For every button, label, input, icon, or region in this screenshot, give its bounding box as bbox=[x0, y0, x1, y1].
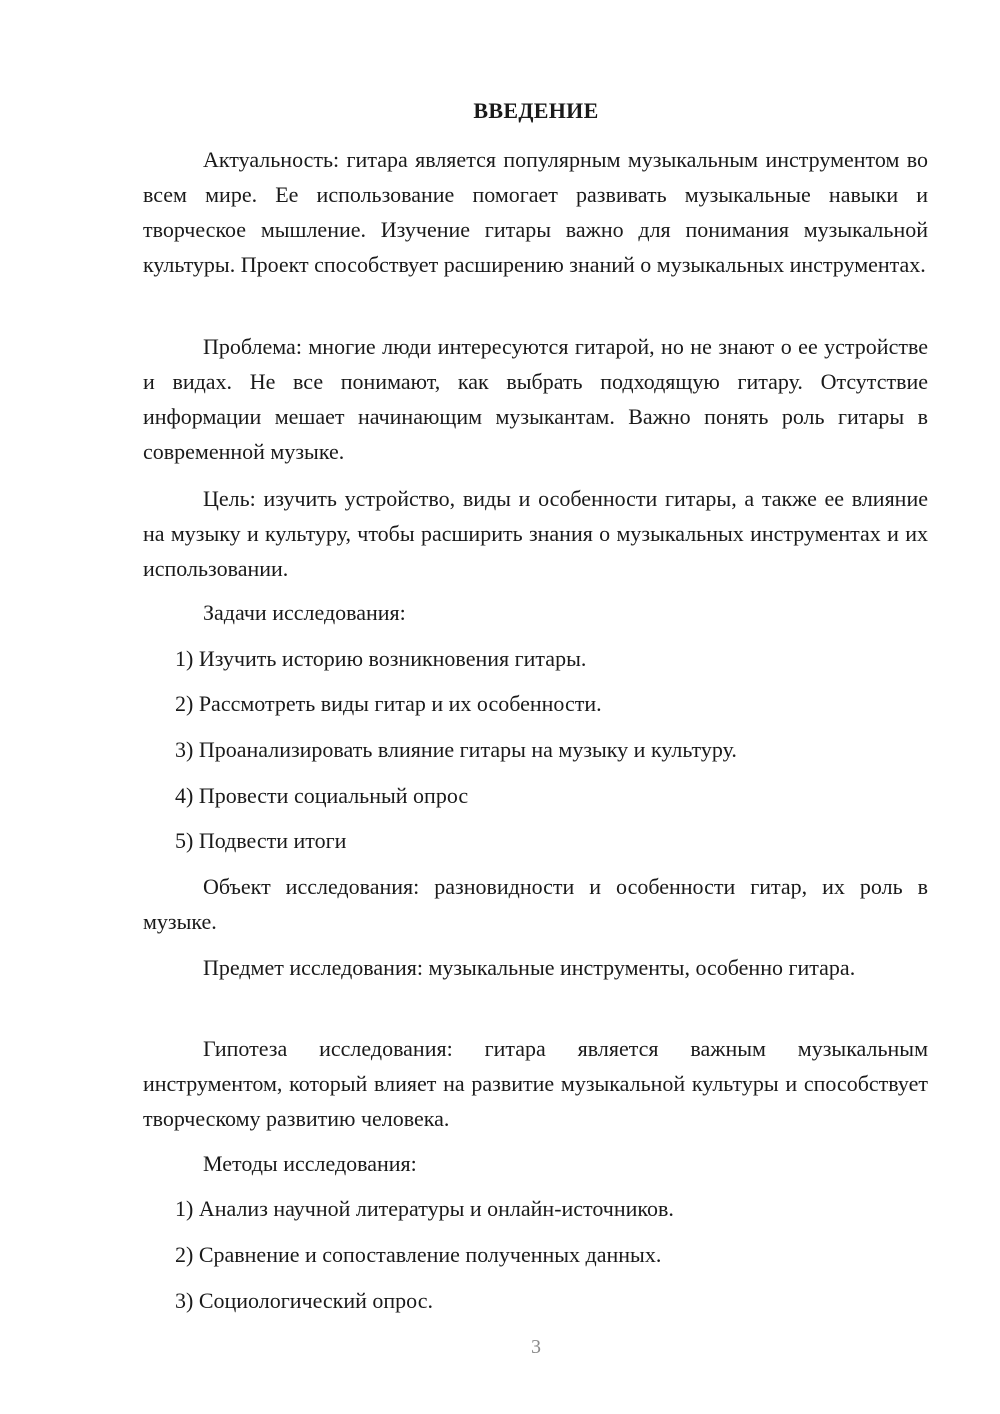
page-number: 3 bbox=[531, 1336, 541, 1358]
task-item: 5) Подвести итоги bbox=[175, 828, 347, 853]
object-paragraph bbox=[143, 869, 928, 939]
object-text: Объект исследования: разновидности и особенности гитар, их роль в музыке. bbox=[143, 874, 928, 934]
task-item: 2) Рассмотреть виды гитар и их особенности. bbox=[175, 691, 602, 716]
task-item: 1) Изучить историю возникновения гитары. bbox=[175, 646, 587, 671]
relevance-paragraph bbox=[143, 142, 928, 282]
subject-paragraph bbox=[143, 950, 928, 985]
method-item: 3) Социологический опрос. bbox=[175, 1288, 433, 1313]
task-item: 4) Провести социальный опрос bbox=[175, 783, 469, 808]
methods-heading: Методы исследования: bbox=[203, 1151, 417, 1176]
problem-paragraph bbox=[143, 329, 928, 469]
relevance-text: Актуальность: гитара является популярным музыкальным инструментом во всем мире. Ее использование помогает развивать музыкальные навыки и творческое мышление. Изучение гитары важно для понимания музыкальной культуры. Проект способствует расширению знаний о музыкальных инструментах. bbox=[143, 147, 928, 277]
subject-text: Предмет исследования: музыкальные инструменты, особенно гитара. bbox=[203, 955, 856, 980]
method-item: 2) Сравнение и сопоставление полученных данных. bbox=[175, 1242, 662, 1267]
page-title: ВВЕДЕНИЕ bbox=[473, 98, 599, 123]
method-item: 1) Анализ научной литературы и онлайн-источников. bbox=[175, 1196, 674, 1221]
problem-text: Проблема: многие люди интересуются гитарой, но не знают о ее устройстве и видах. Не все понимают, как выбрать подходящую гитару. Отсутствие информации мешает начинающим музыкантам. Важно понять роль гитары в современной музыке. bbox=[143, 334, 928, 464]
hypothesis-paragraph bbox=[143, 1031, 928, 1136]
task-item: 3) Проанализировать влияние гитары на музыку и культуру. bbox=[175, 737, 737, 762]
goal-text: Цель: изучить устройство, виды и особенности гитары, а также ее влияние на музыку и культуру, чтобы расширить знания о музыкальных инструментах и их использовании. bbox=[143, 486, 928, 581]
tasks-heading: Задачи исследования: bbox=[203, 600, 406, 625]
goal-paragraph bbox=[143, 481, 928, 586]
hypothesis-text: Гипотеза исследования: гитара является важным музыкальным инструментом, который влияет на развитие музыкальной культуры и способствует творческому развитию человека. bbox=[143, 1036, 928, 1131]
